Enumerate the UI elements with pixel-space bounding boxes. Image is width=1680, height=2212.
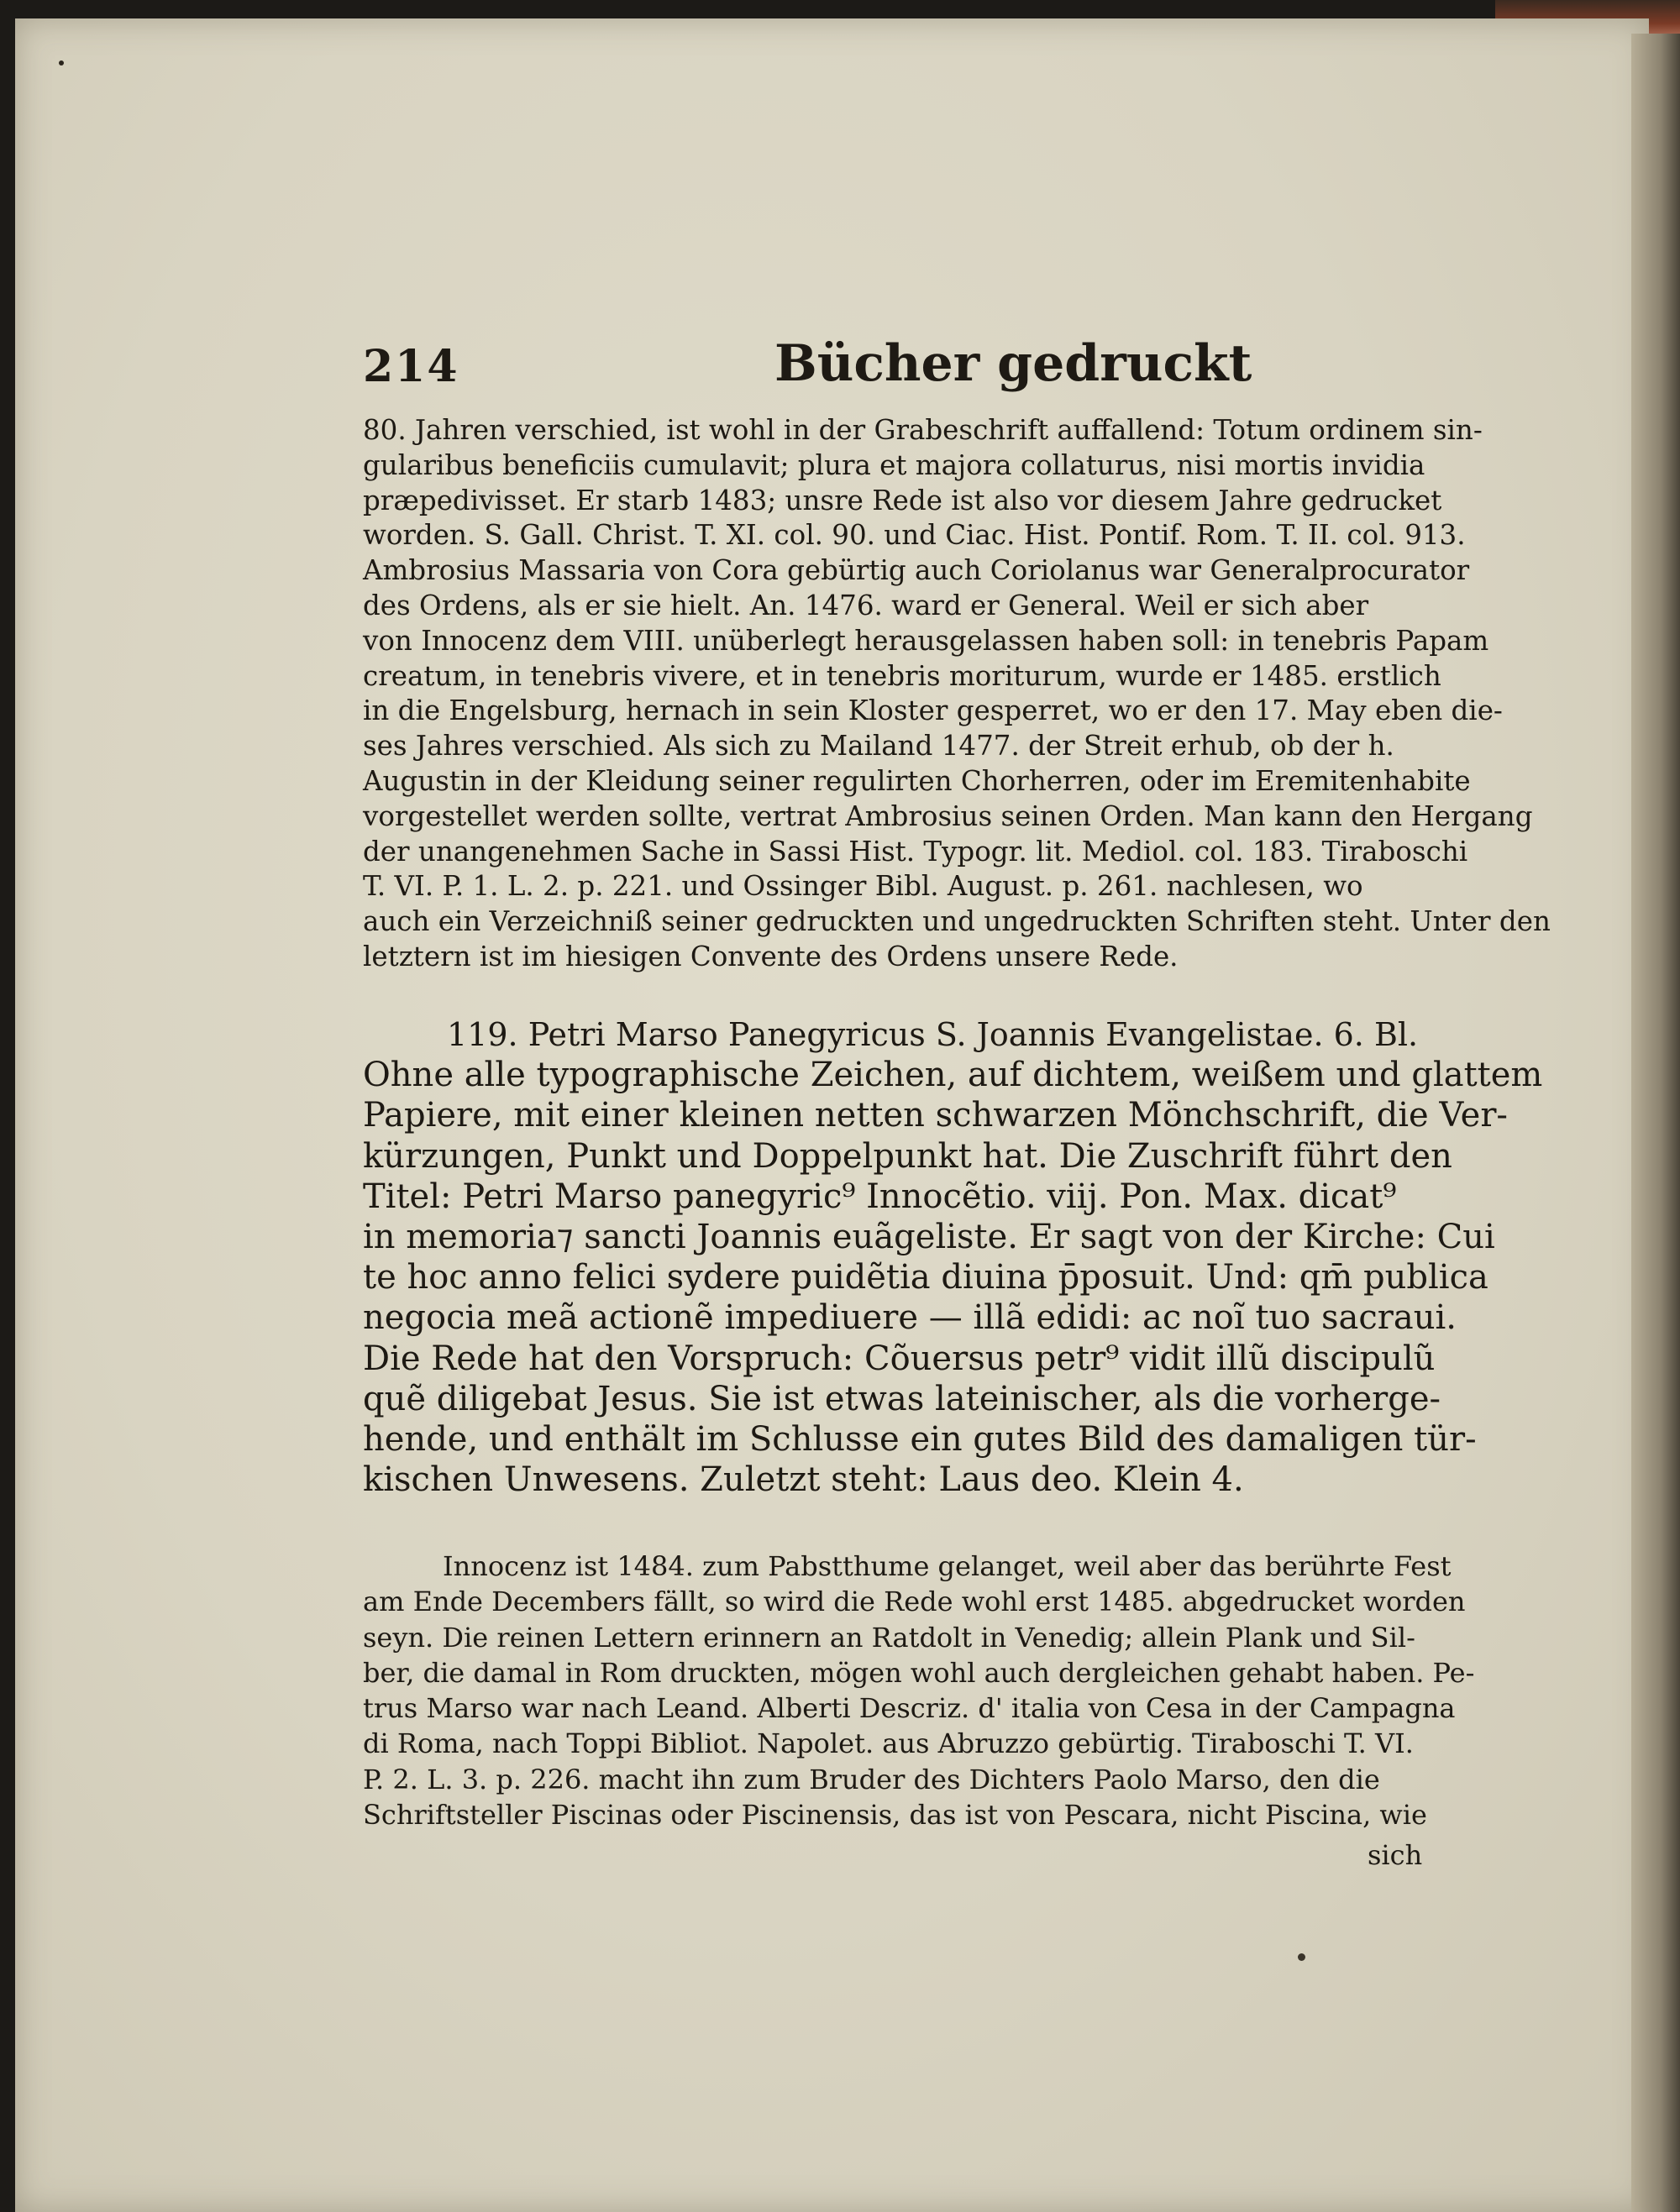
text-line: am Ende Decembers fällt, so wird die Rede wohl erst 1485. abgedrucket worden	[363, 1586, 1466, 1618]
text-line: præpedivisset. Er starb 1483; unsre Rede ist also vor diesem Jahre gedrucket	[363, 484, 1442, 516]
text-line: auch ein Verzeichniß seiner gedruckten und ungedruckten Schriften steht. Unter den	[363, 905, 1551, 938]
text-line: Ambrosius Massaria von Cora gebürtig auch Coriolanus war Generalprocurator	[363, 554, 1470, 587]
entry-119	[363, 1014, 1543, 1500]
text-line: gularibus beneficiis cumulavit; plura et majora collaturus, nisi mortis invidia	[363, 448, 1425, 481]
text-line: Schriftsteller Piscinas oder Piscinensis, das ist von Pescara, nicht Piscina, wie	[363, 1799, 1427, 1832]
text-line: Augustin in der Kleidung seiner regulirten Chorherren, oder im Eremitenhabite	[363, 764, 1471, 797]
entry-title-line: 119. Petri Marso Panegyricus S. Joannis Evangelistae. 6. Bl.	[447, 1016, 1419, 1053]
page-fore-edge	[1631, 34, 1680, 2212]
text-line: kürzungen, Punkt und Doppelpunkt hat. Die Zuschrift führt den	[363, 1136, 1452, 1176]
text-line: kischen Unwesens. Zuletzt steht: Laus deo. Klein 4.	[363, 1460, 1244, 1500]
page-header	[363, 334, 1472, 393]
text-line: di Roma, nach Toppi Bibliot. Napolet. aus Abruzzo gebürtig. Tiraboschi T. VI.	[363, 1727, 1414, 1760]
commentary-paragraph	[363, 1549, 1475, 1832]
text-line: in memoria⁊ sancti Joannis euãgeliste. Er sagt von der Kirche: Cui	[363, 1217, 1495, 1256]
text-line: vorgestellet werden sollte, vertrat Ambrosius seinen Orden. Man kann den Hergang	[363, 799, 1533, 832]
text-line: der unangenehmen Sache in Sassi Hist. Typogr. lit. Mediol. col. 183. Tiraboschi	[363, 835, 1468, 868]
text-line: quẽ diligebat Jesus. Sie ist etwas lateinischer, als die vorherge-	[363, 1379, 1441, 1418]
page-number: 214	[363, 341, 459, 392]
text-line: 80. Jahren verschied, ist wohl in der Grabeschrift auffallend: Totum ordinem sin-	[363, 414, 1483, 446]
text-line: ber, die damal in Rom druckten, mögen wohl auch dergleichen gehabt haben. Pe-	[363, 1656, 1475, 1689]
running-head: Bücher gedruckt	[774, 334, 1252, 393]
text-line: negocia meã actionẽ impediuere — illã edidi: ac noĩ tuo sacraui.	[363, 1298, 1457, 1338]
text-line: hende, und enthält im Schlusse ein gutes Bild des damaligen tür-	[363, 1419, 1477, 1459]
text-line: seyn. Die reinen Lettern erinnern an Ratdolt in Venedig; allein Plank und Sil-	[363, 1621, 1415, 1654]
text-line: des Ordens, als er sie hielt. An. 1476. ward er General. Weil er sich aber	[363, 589, 1369, 621]
ink-speck	[59, 60, 64, 66]
text-line: trus Marso war nach Leand. Alberti Descriz. d' italia von Cesa in der Campagna	[363, 1692, 1456, 1725]
text-line: letztern ist im hiesigen Convente des Ordens unsere Rede.	[363, 940, 1179, 972]
text-line: P. 2. L. 3. p. 226. macht ihn zum Bruder des Dichters Paolo Marso, den die	[363, 1763, 1380, 1795]
text-line: creatum, in tenebris vivere, et in tenebris moriturum, wurde er 1485. erstlich	[363, 659, 1441, 692]
text-line: Titel: Petri Marso panegyric⁹ Innocẽtio. viij. Pon. Max. dicat⁹	[363, 1177, 1397, 1216]
text-line: ses Jahres verschied. Als sich zu Mailand 1477. der Streit erhub, ob der h.	[363, 730, 1394, 763]
text-line: Ohne alle typographische Zeichen, auf dichtem, weißem und glattem	[363, 1056, 1543, 1095]
text-line: Die Rede hat den Vorspruch: Cõuersus petr⁹ vidit illũ discipulũ	[363, 1339, 1436, 1378]
ink-dot	[1298, 1953, 1305, 1961]
text-line: worden. S. Gall. Christ. T. XI. col. 90. und Ciac. Hist. Pontif. Rom. T. II. col. 913.	[363, 519, 1466, 552]
text-line: von Innocenz dem VIII. unüberlegt herausgelassen haben soll: in tenebris Papam	[363, 624, 1489, 657]
catchword: sich	[1368, 1839, 1423, 1871]
text-line: Innocenz ist 1484. zum Pabstthume gelanget, weil aber das berührte Fest	[443, 1550, 1452, 1582]
text-line: te hoc anno felici sydere puidẽtia diuina p̄posuit. Und: qm̄ publica	[363, 1258, 1488, 1297]
text-line: Papiere, mit einer kleinen netten schwarzen Mönchschrift, die Ver-	[363, 1096, 1508, 1135]
text-line: in die Engelsburg, hernach in sein Kloster gesperret, wo er den 17. May eben die-	[363, 695, 1503, 727]
text-line: T. VI. P. 1. L. 2. p. 221. und Ossinger Bibl. August. p. 261. nachlesen, wo	[363, 870, 1363, 903]
paragraph-continued	[363, 413, 1551, 975]
